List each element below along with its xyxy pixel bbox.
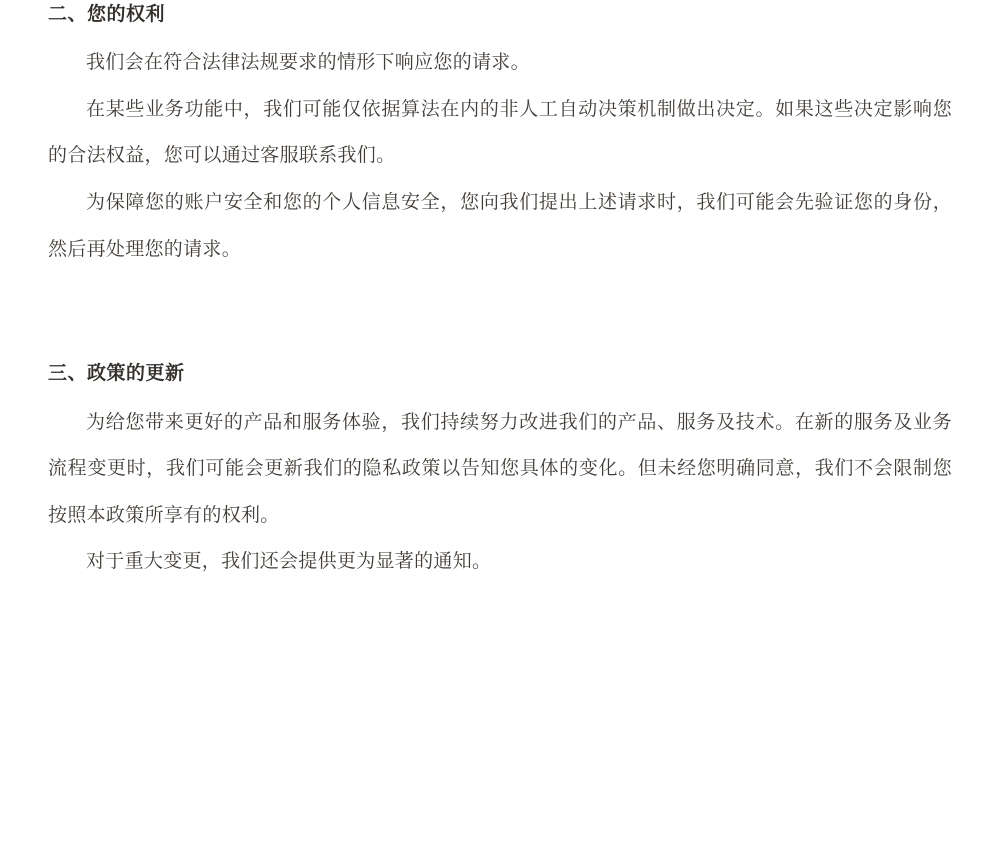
section-heading-your-rights: 二、您的权利 [48,4,166,25]
paragraph: 我们会在符合法律法规要求的情形下响应您的请求。 [86,52,530,74]
section-policy-update [48,359,952,586]
paragraph: 在某些业务功能中，我们可能仅依据算法在内的非人工自动决策机制做出决定。如果这些决定影响您的合法权益，您可以通过客服联系我们。 [48,98,952,167]
page-bottom-space [48,586,952,587]
paragraph: 为保障您的账户安全和您的个人信息安全，您向我们提出上述请求时，我们可能会先验证您的身份，然后再处理您的请求。 [48,192,952,260]
heading-spacer [48,390,952,400]
section-divider-space [48,273,952,359]
paragraph: 为给您带来更好的产品和服务体验，我们持续努力改进我们的产品、服务及技术。在新的服务及业务流程变更时，我们可能会更新我们的隐私政策以告知您具体的变化。但未经您明确同意，我们不会限制您按照本政策所享有的权利。 [48,411,952,526]
heading-spacer [48,30,952,40]
section-heading-policy-update: 三、政策的更新 [48,363,185,385]
paragraph: 对于重大变更，我们还会提供更为显著的通知。 [86,551,492,573]
section-your-rights [48,0,952,273]
